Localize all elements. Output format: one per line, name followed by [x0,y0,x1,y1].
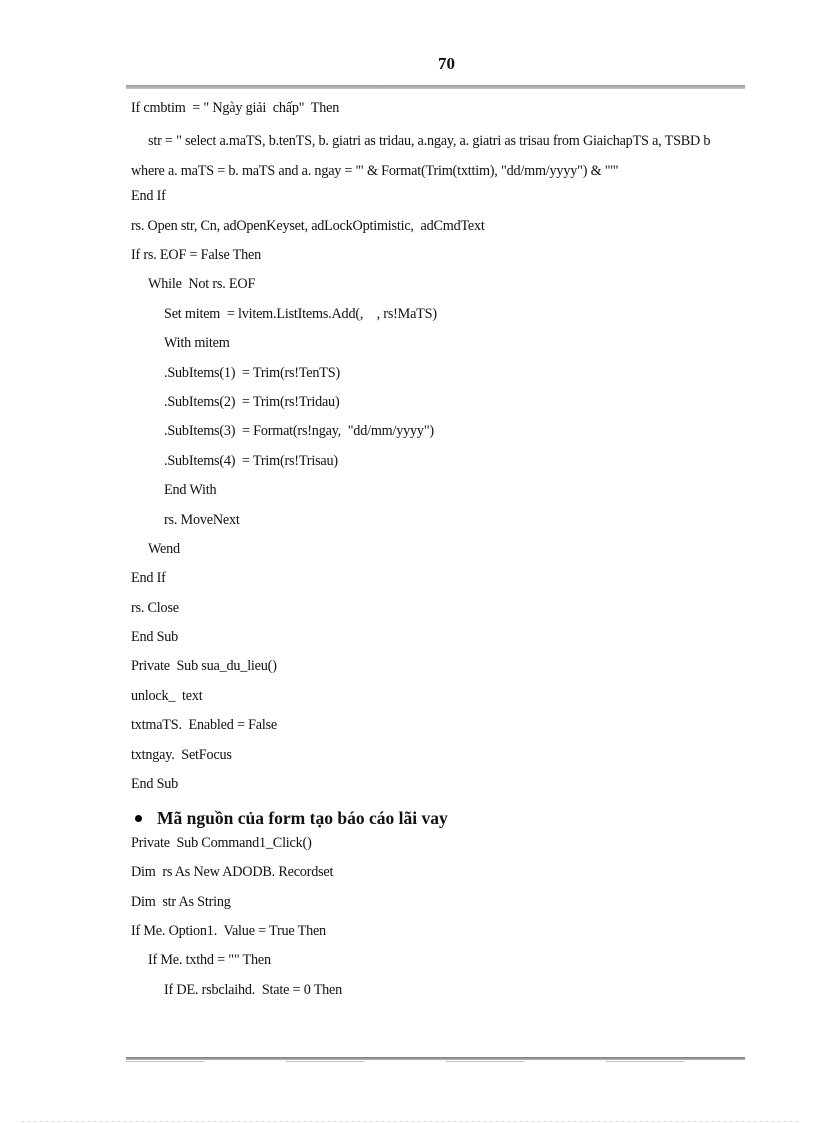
section-heading [131,803,741,832]
code-line: End Sub [131,629,179,646]
code-listing [131,98,741,1009]
code-line: rs. MoveNext [164,511,240,528]
code-line: .SubItems(4) = Trim(rs!Trisau) [164,452,338,469]
footer-rule [126,1057,745,1060]
code-line: If Me. txthd = "" Then [148,952,271,969]
code-line: Set mitem = lvitem.ListItems.Add(, , rs!MaTS) [164,305,437,322]
code-line-text: str = " select a.maTS, b.tenTS, b. giatri as tridau, a.ngay, a. giatri as trisau from GiaichapTS a, TSBD b where a. maTS = b. maTS and a. ngay = '" & Format(Trim(txttim), "dd/mm/yyyy") & "'" [131,133,711,179]
code-line: If cmbtim = " Ngày giải chấp" Then [131,100,340,116]
code-line: .SubItems(3) = Format(rs!ngay, "dd/mm/yyyy") [164,423,434,440]
code-line: Private Sub Command1_Click() [131,834,312,851]
code-line: With mitem [164,335,230,352]
code-line: Private Sub sua_du_lieu() [131,658,277,675]
code-line: End With [164,482,217,499]
page-bottom-dotted-edge [22,1121,802,1122]
code-line: txtmaTS. Enabled = False [131,717,278,734]
code-line: End If [131,570,166,587]
code-line-wrapped [131,127,741,186]
code-line: txtngay. SetFocus [131,746,232,763]
code-line: rs. Open str, Cn, adOpenKeyset, adLockOptimistic, adCmdText [131,217,485,234]
code-line: End If [131,188,166,205]
header-rule [126,85,745,89]
code-line: Dim rs As New ADODB. Recordset [131,864,334,881]
code-line: While Not rs. EOF [148,276,256,293]
code-line: .SubItems(1) = Trim(rs!TenTS) [164,364,340,381]
code-line: End Sub [131,776,179,793]
bullet-icon [135,815,142,822]
footer-rule-thin [126,1061,745,1062]
code-line: If rs. EOF = False Then [131,246,262,263]
code-line: If DE. rsbclaihd. State = 0 Then [164,981,343,998]
section-heading-text: Mã nguồn của form tạo báo cáo lãi vay [157,808,448,829]
code-line: .SubItems(2) = Trim(rs!Tridau) [164,393,340,410]
code-line: If Me. Option1. Value = True Then [131,922,326,939]
code-line: unlock_ text [131,687,203,704]
code-line: rs. Close [131,599,179,616]
code-line: Dim str As String [131,893,231,910]
page-number: 70 [438,54,455,73]
code-line: Wend [148,540,180,557]
